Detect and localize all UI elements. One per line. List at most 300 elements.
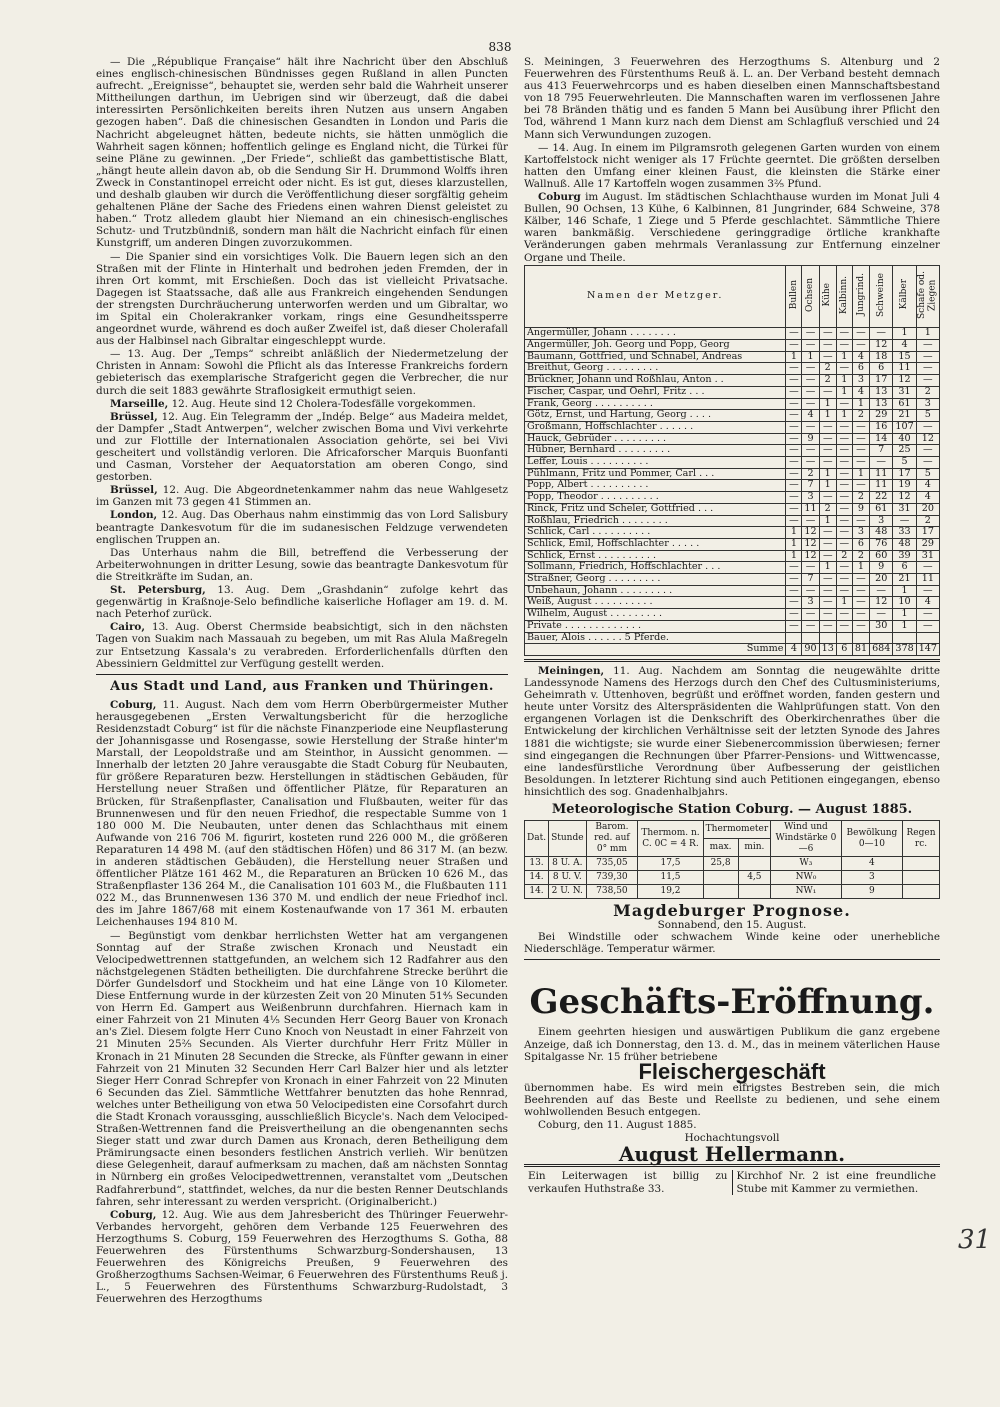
weather-header: Barom. red. auf 0° mm xyxy=(586,821,638,857)
table-cell: 1 xyxy=(786,538,802,550)
table-cell: — xyxy=(786,386,802,398)
table-cell: — xyxy=(802,445,819,457)
divider xyxy=(524,959,940,960)
butcher-name: Bauer, Alois . . . . . . 5 Pferde. xyxy=(525,632,786,644)
weather-cell: 735,05 xyxy=(586,857,638,871)
table-cell xyxy=(802,632,819,644)
sum-cell: 6 xyxy=(836,644,852,656)
sum-cell: 81 xyxy=(852,644,869,656)
table-cell: 33 xyxy=(893,527,916,539)
weather-cell xyxy=(903,885,940,899)
table-cell: — xyxy=(802,386,819,398)
table-cell: 48 xyxy=(893,538,916,550)
table-cell: — xyxy=(852,515,869,527)
weather-header: Bewölkung 0—10 xyxy=(841,821,902,857)
dateline: Brüssel, xyxy=(110,410,158,423)
news-item xyxy=(96,621,508,669)
small-ads xyxy=(524,1170,940,1194)
article-paragraph: — Begünstigt vom denkbar herrlichsten Wetter hat am vergangenen Sonntag auf der Straße zwischen Kronach und Neustadt ein Velocipedwettrennen stattgefunden, an welchem sich 12 Radfahrer aus den nächstgelegenen Städten betheiligten. Die durchfahrene Strecke berührt die Dörfer Gundelsdorf und Stockheim und hat eine Länge von 10 Kilometer. Diese Entfernung wurde in der kürzesten Zeit von 20 Minuten 51⁴⁄₅ Secunden von Herrn Ed. Gampert aus Weißenbrunn durchfahren. Hiernach kam in einer Fahrzeit von 21 Minuten 4¹⁄₅ Secunden Herr Georg Bauer von Kronach an's Ziel. Diesem folgte Herr Cuno Knoch von Neustadt in einer Fahrzeit von 21 Minuten 25²⁄₅ Secunden. Als Vierter durchfuhr Herr Fritz Müller in Kronach in 21 Minuten 28 Secunden die Strecke, als Fünfter gewann in einer Fahrzeit von 21 Minuten 32 Secunden Herr Carl Balzer hier und als letzter Sieger Herr Conrad Schrepfer von Kronach in einer Fahrzeit von 22 Minuten 6 Secunden das Ziel. Sämmtliche Wettfahrer benutzten das hohe Rennrad, welches unter Betheiligung von etwa 50 Velocipedisten eine Corsofahrt durch die Stadt Kronach voraussging, ausschließlich Bicycle's. Nach dem Velociped-Straßen-Wettrennen fand die Preisvertheilung an die obengenannten sechs Sieger statt und zwar durch Damen aus Kronach, deren Betheiligung dem Prämirungsacte einen besonders festlichen Anstrich verlieh. Wir benützen diese Gelegenheit, darauf aufmerksam zu machen, daß am nächsten Sonntag in Nürnberg ein großes Velocipedwettrennen, veranstaltet vom „Deutschen Radfahrerbund“, stattfindet, welches, da nur die besten Renner Deutschlands fahren, sehr interessant zu werden verspricht. (Originalbericht.) xyxy=(96,929,508,1208)
table-row xyxy=(525,562,940,574)
table-cell: 1 xyxy=(836,375,852,387)
table-row xyxy=(525,538,940,550)
table-cell: 1 xyxy=(836,410,852,422)
table-cell: — xyxy=(819,492,836,504)
table-cell: 9 xyxy=(852,503,869,515)
column-header: Ochsen xyxy=(802,265,819,328)
table-cell: 12 xyxy=(802,527,819,539)
table-cell: 21 xyxy=(893,410,916,422)
table-cell: 7 xyxy=(870,445,893,457)
butcher-name: Wilhelm, August . . . . . . . . . xyxy=(525,609,786,621)
table-cell: — xyxy=(916,562,939,574)
butcher-name: Schlick, Ernst . . . . . . . . . . xyxy=(525,550,786,562)
news-text: 11. August. Nach dem vom Herrn Oberbürgermeister Muther herausgegebenen „Ersten Verwaltungsbericht für die herzogliche Residenzstadt Coburg“ ist für die nächste Finanzperiode eine Neupflasterung der Johannisgasse und Rosengasse, sowie Herstellung der Straße hinter'm Marstall, der Leopoldstraße und am Steinthor, in Aussicht genommen. — Innerhalb der letzten 20 Jahre verausgabte die Stadt Coburg für Neubauten, für größere Reparaturen bezw. Herstellungen in städtischen Gebäuden, für Herstellung neuer Straßen und öffentlicher Plätze, für Reparaturen an Brücken, für Straßenpflaster, Canalisation und Flußbauten, weiter für das Brunnenwesen und für den neuen Friedhof, die respectable Summe von 1 180 000 M. Die Neubauten, unter denen das Schlachthaus mit einem Aufwande von 216 706 M. figurirt, kosteten rund 226 000 M., die größeren Reparaturen 14 498 M. (auf den städtischen Höfen) und 86 317 M. (an bezw. in anderen städtischen Gebäuden), die Herstellung neuer Straßen und öffentlicher Plätze 161 462 M., die Reparaturen an Brücken 10 626 M., das Straßenpflaster 136 264 M., die Canalisation 101 603 M., die Flußbauten 111 022 M., das Brunnenwesen 136 370 M. und endlich der neue Friedhof incl. des im Jahre 1867/68 mit einem Kostenaufwande von 17 361 M. erbauten Leichenhauses 194 810 M. xyxy=(96,698,508,929)
table-cell: — xyxy=(836,398,852,410)
article-paragraph: — Die „République Française“ hält ihre Nachricht über den Abschluß eines englisch-chinesischen Bündnisses gegen Rußland in allen Puncten aufrecht. „Ereignisse“, behauptet sie, werden sehr bald die Wahrheit unserer Mittheilungen darthun, im Uebrigen sind wir überzeugt, daß die dabei interessirten Persönlichkeiten bereits ihren Nutzen aus unsern Angaben gezogen haben“. Daß die chinesischen Gesandten in London und Paris die Nachricht abgeleugnet hätten, bedeute nichts, sie hätten unmöglich die Wahrheit sagen können; hoffentlich gelinge es England nicht, die Türkei für seine Pläne zu gewinnen. „Der Friede“, schließt das gambettistische Blatt, „hängt heute allein davon ab, ob die Sendung Sir H. Drummond Wolffs ihren Zweck in Constantinopel erreicht oder nicht. Es ist gut, dieses klarzustellen, und deshalb glauben wir durch die Veröffentlichung dieser sorgfältig geheim gehaltenen Pläne der Sache des Friedens einen wahren Dienst geleistet zu haben.“ Trotz alledem glaubt hier Niemand an ein chinesisch-englisches Schutz- und Trutzbündniß, sondern man hält die Nachricht einfach für einen Kunstgriff, um anderen Dingen zuvorzukommen. xyxy=(96,56,508,250)
table-cell: — xyxy=(786,410,802,422)
table-cell: — xyxy=(786,503,802,515)
table-cell: 5 xyxy=(916,468,939,480)
dateline: Coburg, xyxy=(110,1208,157,1221)
ad-date: Coburg, den 11. August 1885. xyxy=(538,1119,697,1132)
butcher-name: Angermüller, Johann . . . . . . . . xyxy=(525,328,786,340)
weather-cell: 738,50 xyxy=(586,885,638,899)
news-text: 12. Aug. Heute sind 12 Cholera-Todesfälle vorgekommen. xyxy=(171,397,476,410)
table-cell: — xyxy=(916,445,939,457)
butcher-name: Brückner, Johann und Roßhlau, Anton . . xyxy=(525,375,786,387)
table-cell: 1 xyxy=(852,398,869,410)
table-cell: — xyxy=(836,574,852,586)
page-number: 838 xyxy=(488,40,512,54)
table-cell: 61 xyxy=(870,503,893,515)
table-row xyxy=(525,597,940,609)
weather-cell: 25,8 xyxy=(703,857,738,871)
table-cell: 14 xyxy=(870,433,893,445)
table-cell: — xyxy=(836,445,852,457)
table-cell: — xyxy=(836,515,852,527)
butcher-name: Unbehaun, Johann . . . . . . . . . xyxy=(525,585,786,597)
butcher-name: Rinck, Fritz und Scheler, Gottfried . . . xyxy=(525,503,786,515)
table-cell: 3 xyxy=(802,597,819,609)
table-cell: — xyxy=(819,527,836,539)
table-cell: 7 xyxy=(802,574,819,586)
table-cell: — xyxy=(786,597,802,609)
sum-cell: 684 xyxy=(870,644,893,656)
table-cell: 1 xyxy=(786,550,802,562)
column-header: Kalbinn. xyxy=(836,265,852,328)
table-row xyxy=(525,445,940,457)
table-cell: 4 xyxy=(916,597,939,609)
table-row xyxy=(525,457,940,469)
weather-header: Thermometer xyxy=(703,821,771,839)
table-cell: — xyxy=(819,585,836,597)
butcher-table-body xyxy=(525,328,940,644)
table-cell: — xyxy=(836,328,852,340)
table-cell: — xyxy=(836,503,852,515)
table-cell: 9 xyxy=(870,562,893,574)
weather-cell: 11,5 xyxy=(638,871,703,885)
weather-cell xyxy=(738,885,771,899)
news-item xyxy=(96,484,508,508)
table-cell: — xyxy=(819,386,836,398)
table-cell: — xyxy=(786,457,802,469)
table-cell: 1 xyxy=(893,609,916,621)
weather-cell: 14. xyxy=(525,885,549,899)
table-cell: — xyxy=(870,609,893,621)
table-cell: — xyxy=(916,351,939,363)
table-cell: — xyxy=(802,585,819,597)
table-cell: 1 xyxy=(819,480,836,492)
table-cell: 1 xyxy=(852,468,869,480)
table-cell: — xyxy=(819,620,836,632)
table-cell: — xyxy=(916,457,939,469)
table-row xyxy=(525,632,940,644)
table-cell: 2 xyxy=(852,410,869,422)
table-cell: — xyxy=(786,562,802,574)
butcher-name: Weiß, August . . . . . . . . . . xyxy=(525,597,786,609)
table-cell: 3 xyxy=(852,527,869,539)
dateline: Coburg, xyxy=(110,698,157,711)
sum-cell: 13 xyxy=(819,644,836,656)
table-cell: 12 xyxy=(893,375,916,387)
table-cell: 5 xyxy=(916,410,939,422)
table-cell: 61 xyxy=(893,398,916,410)
table-cell: — xyxy=(836,620,852,632)
table-cell: 2 xyxy=(852,492,869,504)
table-cell: — xyxy=(786,468,802,480)
table-cell: — xyxy=(870,457,893,469)
table-cell: — xyxy=(786,363,802,375)
butcher-name-header: Namen der Metzger. xyxy=(525,265,786,328)
weather-cell: 8 U. V. xyxy=(549,871,586,885)
table-cell: — xyxy=(870,585,893,597)
table-cell: — xyxy=(916,609,939,621)
table-cell: — xyxy=(852,340,869,352)
right-column xyxy=(524,56,940,1195)
divider xyxy=(524,659,940,662)
table-cell: 19 xyxy=(893,480,916,492)
weather-cell: 19,2 xyxy=(638,885,703,899)
table-cell: — xyxy=(819,538,836,550)
table-cell: 1 xyxy=(836,386,852,398)
column-header: Schweine xyxy=(870,265,893,328)
table-cell: 10 xyxy=(893,597,916,609)
table-cell: — xyxy=(802,620,819,632)
news-text: 11. Aug. Nachdem am Sonntag die neugewählte dritte Landessynode Namens des Herzogs durch den Chef des Cultusministeriums, Geheimrath v. Uttenhoven, begrüßt und eröffnet worden, fanden gestern und heute unter Vorsitz des Alterspräsidenten die Wahlprüfungen statt. Von den ergangenen Vorlagen ist die Denkschrift des Oberkirchenrathes über die Entwickelung der kirchlichen Verhältnisse seit der letzten Synode des Jahres 1881 die wichtigste; sie wurde einer Siebenercommission überwiesen; ferner sind eingegangen die Rechnungen über Pfarrer-Pensions- und Wittwencasse, eine landesfürstliche Verordnung über Aufbesserung der geistlichen Besoldungen. In letzterer Richtung sind auch Petitionen eingegangen, ebenso hinsichtlich des sog. Gnadenhalbjahrs. xyxy=(524,664,940,798)
table-row xyxy=(525,585,940,597)
table-cell: — xyxy=(786,585,802,597)
table-cell xyxy=(870,632,893,644)
table-cell: — xyxy=(786,445,802,457)
butcher-name: Breithut, Georg . . . . . . . . . xyxy=(525,363,786,375)
table-cell: 12 xyxy=(916,433,939,445)
weather-table xyxy=(524,820,940,899)
weather-header: Regen rc. xyxy=(903,821,940,857)
table-cell: 11 xyxy=(802,503,819,515)
table-row xyxy=(525,386,940,398)
weather-cell: 739,30 xyxy=(586,871,638,885)
column-header: Bullen xyxy=(786,265,802,328)
weather-cell xyxy=(738,857,771,871)
table-row xyxy=(525,857,940,871)
table-cell: — xyxy=(802,328,819,340)
table-row xyxy=(525,480,940,492)
weather-cell: 14. xyxy=(525,871,549,885)
table-cell: 39 xyxy=(893,550,916,562)
dateline: Coburg xyxy=(538,191,581,204)
table-cell: — xyxy=(836,480,852,492)
table-cell: 1 xyxy=(786,351,802,363)
table-cell: 2 xyxy=(836,550,852,562)
ad-greeting: Hochachtungsvoll xyxy=(684,1132,780,1145)
table-cell: 21 xyxy=(893,574,916,586)
table-cell: — xyxy=(802,340,819,352)
column-header: Jungrind. xyxy=(852,265,869,328)
weather-header: Wind und Windstärke 0—6 xyxy=(771,821,842,857)
table-cell: 4 xyxy=(893,340,916,352)
article-paragraph: S. Meiningen, 3 Feuerwehren des Herzogthums S. Altenburg und 2 Feuerwehren des Fürstenthums Reuß ä. L. an. Der Verband besteht demnach aus 413 Feuerwehrcorps und es haben dieselben einen Mannschaftsbestand von 18 795 Feuerwehrleuten. Die Mannschaften waren im verflossenen Jahre bei 78 Bränden thätig und es fanden 5 Mann bei Ausübung ihrer Pflicht den Tod, während 1 Mann kurz nach dem Dienst am Schlagfluß verschied und 24 Mann sich Verwundungen zuzogen. xyxy=(524,56,940,141)
table-cell: 16 xyxy=(870,421,893,433)
table-row xyxy=(525,410,940,422)
news-item xyxy=(96,1209,508,1306)
table-cell: — xyxy=(786,328,802,340)
table-cell: — xyxy=(819,574,836,586)
table-cell: 4 xyxy=(852,386,869,398)
table-cell: 18 xyxy=(870,351,893,363)
table-cell: — xyxy=(819,597,836,609)
table-cell: — xyxy=(786,515,802,527)
table-cell: 11 xyxy=(870,468,893,480)
table-cell: 12 xyxy=(870,340,893,352)
news-item xyxy=(96,699,508,929)
table-cell: 76 xyxy=(870,538,893,550)
table-cell: 6 xyxy=(852,538,869,550)
table-cell: 1 xyxy=(819,410,836,422)
table-cell: — xyxy=(836,562,852,574)
table-cell: — xyxy=(819,609,836,621)
forecast-title: Magdeburger Prognose. xyxy=(613,901,851,921)
table-cell: — xyxy=(819,351,836,363)
butcher-name: Angermüller, Joh. Georg und Popp, Georg xyxy=(525,340,786,352)
table-cell: — xyxy=(819,457,836,469)
table-cell: 107 xyxy=(893,421,916,433)
table-cell: — xyxy=(852,597,869,609)
sum-cell: 378 xyxy=(893,644,916,656)
article-paragraph: — Die Spanier sind ein vorsichtiges Volk. Die Bauern legen sich an den Straßen mit der Flinte in Hinterhalt und bedrohen jeden Fremden, der in ihren Ort kommt, mit Erschießen. Doch das ist vielleicht Privatsache. Dagegen ist Staatssache, daß alle aus Frankreich eingehenden Sendungen der strengsten Durchräucherung unterworfen werden und um Gibraltar, wo im Spital ein Cholerakranker vorkam, rings eine Gesundheitssperre angeordnet wurde, während es doch außer Zweifel ist, daß dieser Cholerafall aus der Halbinsel nach Gibraltar eingeschleppt wurde. xyxy=(96,250,508,348)
table-cell: — xyxy=(786,398,802,410)
butcher-name: Roßhlau, Friedrich . . . . . . . . xyxy=(525,515,786,527)
table-row xyxy=(525,468,940,480)
table-cell: 6 xyxy=(870,363,893,375)
table-cell: 1 xyxy=(916,328,939,340)
table-cell: — xyxy=(916,375,939,387)
table-cell: — xyxy=(870,328,893,340)
table-cell: 2 xyxy=(819,363,836,375)
sum-cell: 147 xyxy=(916,644,939,656)
dateline: London, xyxy=(110,509,158,522)
news-item xyxy=(96,509,508,545)
table-cell: 1 xyxy=(893,585,916,597)
article-paragraph: Das Unterhaus nahm die Bill, betreffend die Verbesserung der Arbeiterwohnungen in dritter Lesung, sowie das beantragte Dankesvotum für die Streitkräfte im Sudan, an. xyxy=(96,546,508,583)
column-header: Kälber xyxy=(893,265,916,328)
table-cell: — xyxy=(802,375,819,387)
butcher-name: Baumann, Gottfried, und Schnabel, Andreas xyxy=(525,351,786,363)
news-text: 12. Aug. Wie aus dem Jahresbericht des Thüringer Feuerwehr-Verbandes hervorgeht, gehören dem Verbande 125 Feuerwehren des Herzogthums S. Coburg, 159 Feuerwehren des Herzogthums S. Gotha, 88 Feuerwehren des Fürstenthums Schwarzburg-Sondershausen, 13 Feuerwehren des Königreichs Preußen, 9 Feuerwehren des Großherzogthums Sachsen-Weimar, 6 Feuerwehren des Fürstenthums Reuß j. L., 5 Feuerwehren des Fürstenthums Schwarzburg-Rudolstadt, 3 Feuerwehren des Herzogthums xyxy=(96,1208,508,1306)
table-cell: 2 xyxy=(916,386,939,398)
table-cell xyxy=(836,632,852,644)
sum-cell: 4 xyxy=(786,644,802,656)
table-cell: — xyxy=(836,527,852,539)
butcher-name: Götz, Ernst, und Hartung, Georg . . . . xyxy=(525,410,786,422)
table-cell: — xyxy=(786,421,802,433)
news-text: im August. Im städtischen Schlachthause wurden im Monat Juli 4 Bullen, 90 Ochsen, 13 Kühe, 6 Kalbinnen, 81 Jungrinder, 684 Schweine, 378 Kälber, 146 Schafe, 1 Ziege und 5 Pferde geschlachtet. Sämmtliche Thiere waren bankmäßig. Verschiedene geringgradige örtliche krankhafte Veränderungen gaben mehrmals Veranlassung zur Entfernung einzelner Organe und Theile. xyxy=(524,191,940,264)
table-row xyxy=(525,885,940,899)
table-cell: — xyxy=(916,340,939,352)
table-row xyxy=(525,515,940,527)
table-cell: 22 xyxy=(870,492,893,504)
table-cell: — xyxy=(802,609,819,621)
table-cell: — xyxy=(852,421,869,433)
table-cell: 40 xyxy=(893,433,916,445)
sum-cell: 90 xyxy=(802,644,819,656)
table-cell xyxy=(852,632,869,644)
butcher-table-sum-row xyxy=(525,644,940,656)
butcher-name: Popp, Theodor . . . . . . . . . . xyxy=(525,492,786,504)
butcher-name: Leffer, Louis . . . . . . . . . . xyxy=(525,457,786,469)
forecast-text: Bei Windstille oder schwachem Winde keine oder unerhebliche Niederschläge. Temperatur wärmer. xyxy=(524,931,940,956)
handwritten-margin-note: 31 xyxy=(958,1225,992,1255)
table-cell: — xyxy=(852,433,869,445)
table-cell: — xyxy=(836,492,852,504)
table-cell: 25 xyxy=(893,445,916,457)
weather-table-body xyxy=(525,857,940,899)
table-cell: 2 xyxy=(802,468,819,480)
table-cell: — xyxy=(819,421,836,433)
table-cell: — xyxy=(819,340,836,352)
table-cell: — xyxy=(852,574,869,586)
table-cell xyxy=(893,632,916,644)
weather-header: Thermom. n. C. 0C = 4 R. xyxy=(638,821,703,857)
ad-title: Geschäfts-Eröffnung. xyxy=(529,982,935,1023)
table-cell: 3 xyxy=(870,515,893,527)
table-cell: 1 xyxy=(836,597,852,609)
table-row xyxy=(525,609,940,621)
table-cell: — xyxy=(819,328,836,340)
table-cell: 17 xyxy=(893,468,916,480)
table-cell: — xyxy=(836,468,852,480)
table-cell: — xyxy=(819,550,836,562)
small-ad: Ein Leiterwagen ist billig zu verkaufen Huthstraße 33. xyxy=(528,1170,728,1195)
table-cell: 30 xyxy=(870,620,893,632)
table-cell: 6 xyxy=(852,363,869,375)
table-cell: — xyxy=(836,433,852,445)
table-cell: — xyxy=(802,398,819,410)
weather-cell xyxy=(703,871,738,885)
dateline: St. Petersburg, xyxy=(110,584,206,597)
table-cell: — xyxy=(852,480,869,492)
table-cell xyxy=(819,632,836,644)
news-item xyxy=(524,665,940,798)
table-cell: 31 xyxy=(893,503,916,515)
table-cell: 1 xyxy=(893,620,916,632)
butcher-name: Hauck, Gebrüder . . . . . . . . . xyxy=(525,433,786,445)
table-cell: 31 xyxy=(893,386,916,398)
table-cell xyxy=(916,632,939,644)
table-cell: 17 xyxy=(916,527,939,539)
butcher-name: Pühlmann, Fritz und Pommer, Carl . . . xyxy=(525,468,786,480)
table-cell: 4 xyxy=(802,410,819,422)
article-paragraph: — 14. Aug. In einem im Pilgramsroth gelegenen Garten wurden von einem Kartoffelstock nicht weniger als 17 Früchte geerntet. Die größten derselben hatten den Umfang einer kleinen Faust, die kleinsten die Stärke einer Wallnuß. Alle 17 Kartoffeln wogen zusammen 3²⁄₅ Pfund. xyxy=(524,141,940,190)
table-cell: 13 xyxy=(870,386,893,398)
table-cell: 12 xyxy=(802,550,819,562)
dateline: Cairo, xyxy=(110,621,145,634)
table-row xyxy=(525,550,940,562)
weather-cell xyxy=(903,857,940,871)
butcher-table-header xyxy=(525,265,940,328)
table-cell: — xyxy=(802,562,819,574)
table-cell: — xyxy=(819,445,836,457)
table-cell: 48 xyxy=(870,527,893,539)
table-cell: — xyxy=(852,457,869,469)
table-row xyxy=(525,363,940,375)
table-row xyxy=(525,421,940,433)
table-cell: — xyxy=(786,340,802,352)
dateline: Marseille, xyxy=(110,397,169,410)
weather-header: min. xyxy=(738,839,771,857)
table-cell: 2 xyxy=(819,503,836,515)
table-cell: 12 xyxy=(802,538,819,550)
table-cell: 11 xyxy=(870,480,893,492)
table-cell: 5 xyxy=(893,457,916,469)
table-cell: 11 xyxy=(916,574,939,586)
table-cell: 29 xyxy=(870,410,893,422)
table-cell: — xyxy=(786,609,802,621)
weather-cell: 4 xyxy=(841,857,902,871)
table-cell: — xyxy=(836,538,852,550)
table-row xyxy=(525,871,940,885)
small-ad: Kirchhof Nr. 2 ist eine freundliche Stube mit Kammer zu vermiethen. xyxy=(732,1170,941,1194)
table-row xyxy=(525,620,940,632)
table-cell: — xyxy=(786,433,802,445)
news-item xyxy=(96,584,508,620)
table-cell: 17 xyxy=(870,375,893,387)
table-cell: — xyxy=(852,445,869,457)
table-cell: 1 xyxy=(893,328,916,340)
table-cell: 12 xyxy=(870,597,893,609)
weather-cell: 8 U. A. xyxy=(549,857,586,871)
article-paragraph: — 13. Aug. Der „Temps“ schreibt anläßlich der Niedermetzelung der Christen in Annam: Sowohl die Pflicht als das Interesse Frankreichs fordern gebieterisch das exemplarische Strafgericht gegen die Verbrecher, die nur durch die seit 1883 gewährte Straflosigkeit ermuthigt seien. xyxy=(96,348,508,397)
table-cell: 20 xyxy=(916,503,939,515)
butcher-table xyxy=(524,265,940,656)
table-cell: 13 xyxy=(870,398,893,410)
news-item xyxy=(96,411,508,484)
news-text: 13. Aug. Dem „Grashdanin“ zufolge kehrt das gegenwärtig in Kraßnoje-Selo befindliche kaiserliche Hoflager am 19. d. M. nach Peterhof zurück. xyxy=(96,584,508,621)
dateline: Brüssel, xyxy=(110,484,158,497)
column-header: Schafe od. Ziegen xyxy=(916,265,939,328)
ad-signature: August Hellermann. xyxy=(618,1142,846,1167)
forecast-date: Sonnabend, den 15. August. xyxy=(657,919,807,932)
table-cell: 1 xyxy=(819,515,836,527)
table-cell: — xyxy=(852,609,869,621)
table-row xyxy=(525,574,940,586)
table-cell: 4 xyxy=(916,480,939,492)
table-row xyxy=(525,398,940,410)
weather-cell: 2 U. N. xyxy=(549,885,586,899)
table-cell: — xyxy=(802,363,819,375)
weather-cell: 9 xyxy=(841,885,902,899)
ad-business-name: Fleischergeschäft xyxy=(638,1058,826,1084)
weather-cell: 4,5 xyxy=(738,871,771,885)
